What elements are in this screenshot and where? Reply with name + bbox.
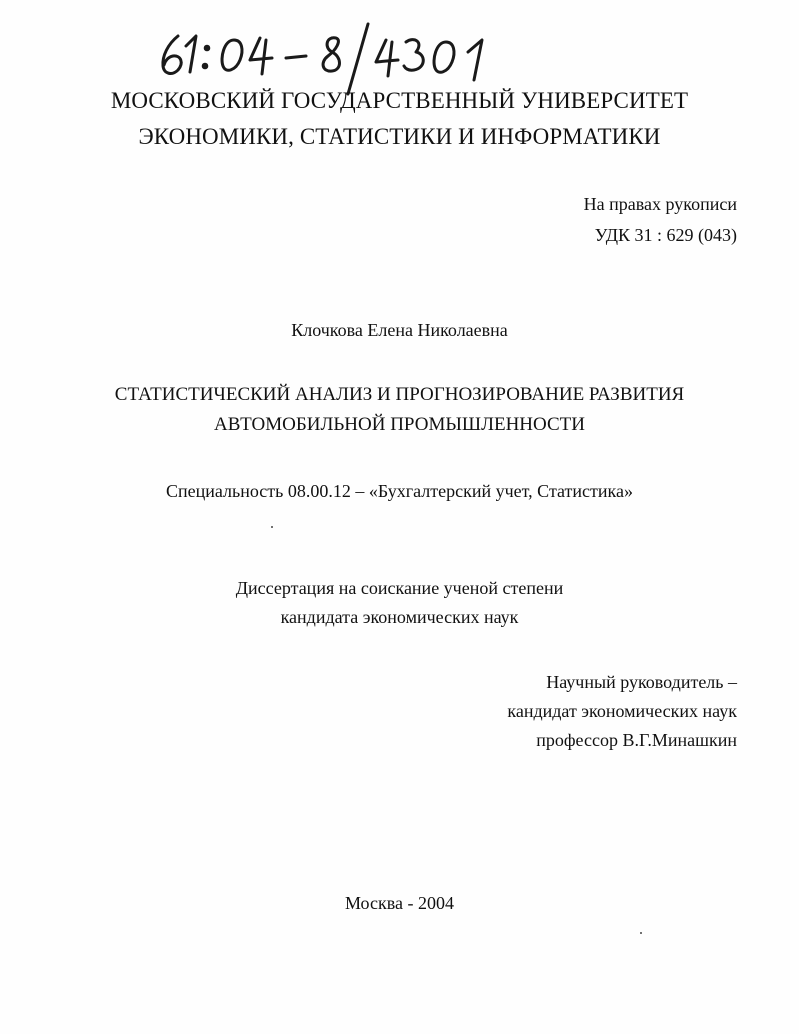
manuscript-rights-note: На правах рукописи: [583, 194, 737, 214]
dissertation-title-line-1: СТАТИСТИЧЕСКИЙ АНАЛИЗ И ПРОГНОЗИРОВАНИЕ РАЗВИТИЯ: [114, 384, 685, 405]
supervisor-name: профессор В.Г.Минашкин: [536, 730, 737, 750]
udk-code: УДК 31 : 629 (043): [594, 225, 737, 245]
specialty: Специальность 08.00.12 – «Бухгалтерский учет, Статистика»: [165, 481, 633, 501]
city-year: Москва - 2004: [345, 893, 454, 913]
dissertation-degree-line-1: Диссертация на соискание ученой степени: [235, 578, 564, 598]
supervisor-degree: кандидат экономических наук: [507, 701, 737, 721]
scan-speck: [271, 526, 273, 528]
dissertation-title-line-2: АВТОМОБИЛЬНОЙ ПРОМЫШЛЕННОСТИ: [214, 414, 585, 435]
handwritten-archive-number: [0, 0, 520, 100]
university-name-line-1: МОСКОВСКИЙ ГОСУДАРСТВЕННЫЙ УНИВЕРСИТЕТ: [110, 88, 689, 113]
author-name: Клочкова Елена Николаевна: [291, 320, 508, 340]
dissertation-degree-line-2: кандидата экономических наук: [280, 607, 519, 627]
supervisor-heading: Научный руководитель –: [546, 672, 737, 692]
scan-speck: [640, 932, 642, 934]
university-name-line-2: ЭКОНОМИКИ, СТАТИСТИКИ И ИНФОРМАТИКИ: [138, 124, 661, 149]
